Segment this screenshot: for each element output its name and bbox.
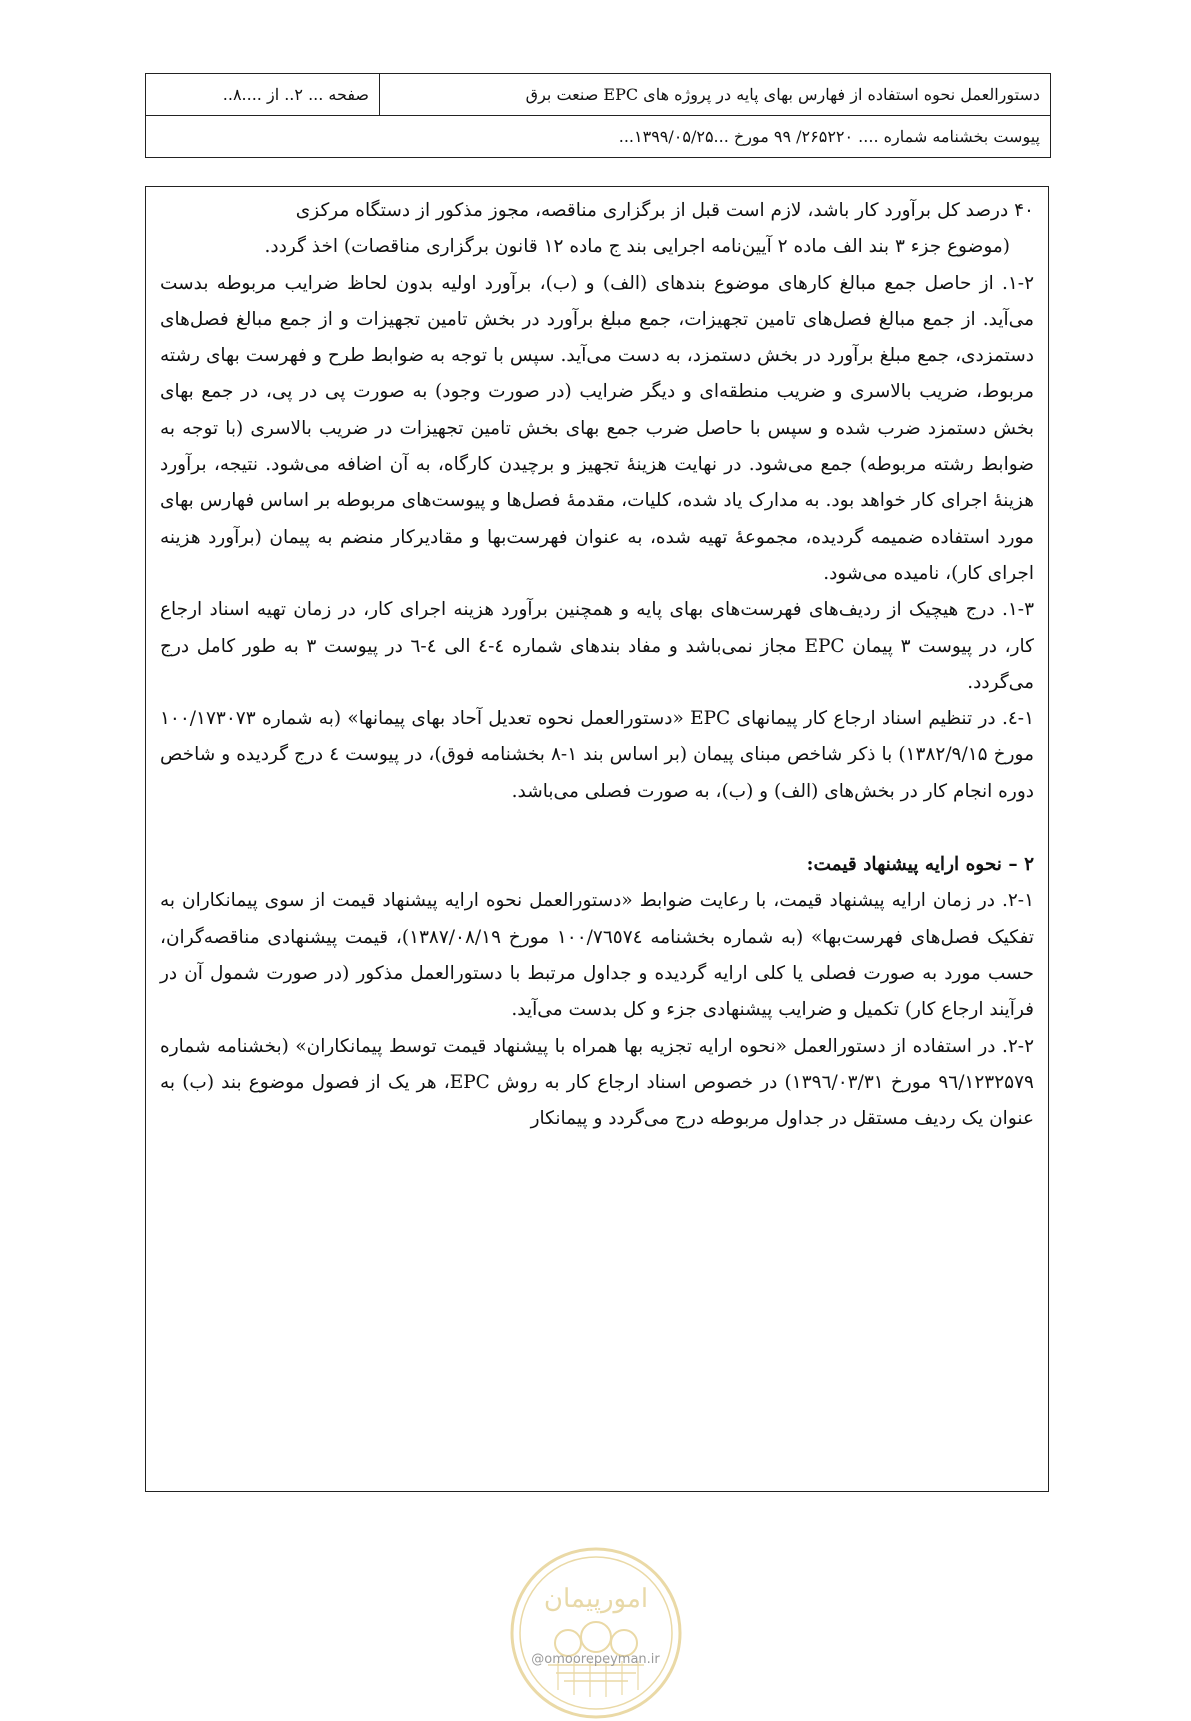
seal-logo (508, 1545, 684, 1721)
section-heading: ۲ – نحوه ارایه پیشنهاد قیمت: (806, 854, 1034, 876)
annex-reference: پیوست بخشنامه شماره .... ۲۶۵۲۲۰/ ۹۹ مورخ ...۱۳۹۹/۰۵/۲۵... (618, 127, 1040, 146)
watermark-text: @omoorepeyman.ir (531, 1652, 660, 1667)
paragraph-2-2: ۲-۲. در استفاده از دستورالعمل «نحوه ارایه تجزیه بها همراه با پیشنهاد قیمت توسط پیمانکاران» (بخشنامه شماره ۹٦/۱۲۳۲۵۷۹ مورخ ۱۳۹٦/۰۳/۳۱) در خصوص اسناد ارجاع کار به روش EPC، هر یک از فصول موضوع بند (ب) به عنوان یک ردیف مستقل در جداول مربوطه درج می‌گردد و پیمانکار (160, 1035, 1034, 1130)
svg-text:امورپیمان: امورپیمان (543, 1584, 649, 1614)
paragraph-1-3: ۱-۳. درج هیچیک از ردیف‌های فهرست‌های بهای پایه و همچنین برآورد هزینه اجرای کار، در زمان تهیه اسناد ارجاع کار، در پیوست ۳ پیمان EPC مجاز نمی‌باشد و مفاد بندهای شماره ٤-٤ الی ٤-٦ در پیوست ۳ به طور کامل درج می‌گردد. (160, 599, 1034, 693)
page-number: صفحه ... ۲.. از ....۸.. (222, 85, 369, 104)
header-row-title (146, 74, 1050, 116)
document-title: دستورالعمل نحوه استفاده از فهارس بهای پایه در پروژه های EPC صنعت برق (379, 74, 1050, 115)
paragraph: ۴۰ درصد کل برآورد کار باشد، لازم است قبل از برگزاری مناقصه، مجوز مذکور از دستگاه مرکزی (295, 200, 1034, 221)
document-body (145, 186, 1049, 1492)
paragraph-2-1: ۲-۱. در زمان ارایه پیشنهاد قیمت، با رعایت ضوابط «دستورالعمل نحوه ارایه پیشنهاد قیمت از سوی پیمانکاران به تفکیک فصل‌های فهرست‌بها» (به شماره بخشنامه ۱۰۰/۷٦٥٧٤ مورخ ۱۳۸۷/۰۸/۱۹)، قیمت پیشنهادی مناقصه‌گران، حسب مورد به صورت فصلی یا کلی ارایه گردیده و جداول مرتبط با دستورالعمل مذکور (در صورت شمول آن در فرآیند ارجاع کار) تکمیل و ضرایب پیشنهادی جزء و کل بدست می‌آید. (160, 890, 1034, 1021)
paragraph-1-2: ۱-۲. از حاصل جمع مبالغ کارهای موضوع بندهای (الف) و (ب)، برآورد اولیه بدون لحاظ ضرایب مربوطه بدست می‌آید. از جمع مبالغ فصل‌های تامین تجهیزات، جمع مبلغ برآورد در بخش تامین تجهیزات و از جمع مبالغ فصل‌های دستمزدی، جمع مبلغ برآورد در بخش دستمزد، به دست می‌آید. سپس با توجه به ضوابط طرح و فهرست بهای رشته مربوط، ضریب بالاسری و ضریب منطقه‌ای و دیگر ضرایب (در صورت وجود) به صورت پی در پی، در جمع بهای بخش دستمزد ضرب شده و سپس با حاصل ضرب جمع بهای بخش تامین تجهیزات در ضریب بالاسری (با توجه به ضوابط رشته مربوطه) جمع می‌شود. در نهایت هزینهٔ تجهیز و برچیدن کارگاه، به آن اضافه می‌شود. نتیجه، برآورد هزینهٔ اجرای کار خواهد بود. به مدارک یاد شده، کلیات، مقدمهٔ فصل‌ها و پیوست‌های مربوطه بر اساس فهارس بهای مورد استفاده ضمیمه گردیده، مجموعهٔ تهیه شده، به عنوان فهرست‌بها و مقادیرکار منضم به پیمان (برآورد هزینه اجرای کار)، نامیده می‌شود. (160, 272, 1034, 584)
spacer (160, 810, 1034, 847)
paragraph: (موضوع جزء ۳ بند الف ماده ۲ آیین‌نامه اجرایی بند ج ماده ۱۲ قانون برگزاری مناقصات) اخذ گردد. (264, 236, 1010, 258)
paragraph-1-4: ۱-٤. در تنظیم اسناد ارجاع کار پیمانهای EPC «دستورالعمل نحوه تعدیل آحاد بهای پیمانها» (به شماره ۱۰۰/۱۷۳۰۷۳ مورخ ۱۳۸۲/۹/۱۵) با ذکر شاخص مبنای پیمان (بر اساس بند ۱-۸ بخشنامه فوق)، در پیوست ٤ درج گردیده و شاخص دوره انجام کار در بخش‌های (الف) و (ب)، به صورت فصلی می‌باشد. (160, 708, 1034, 802)
page-header (145, 73, 1051, 158)
